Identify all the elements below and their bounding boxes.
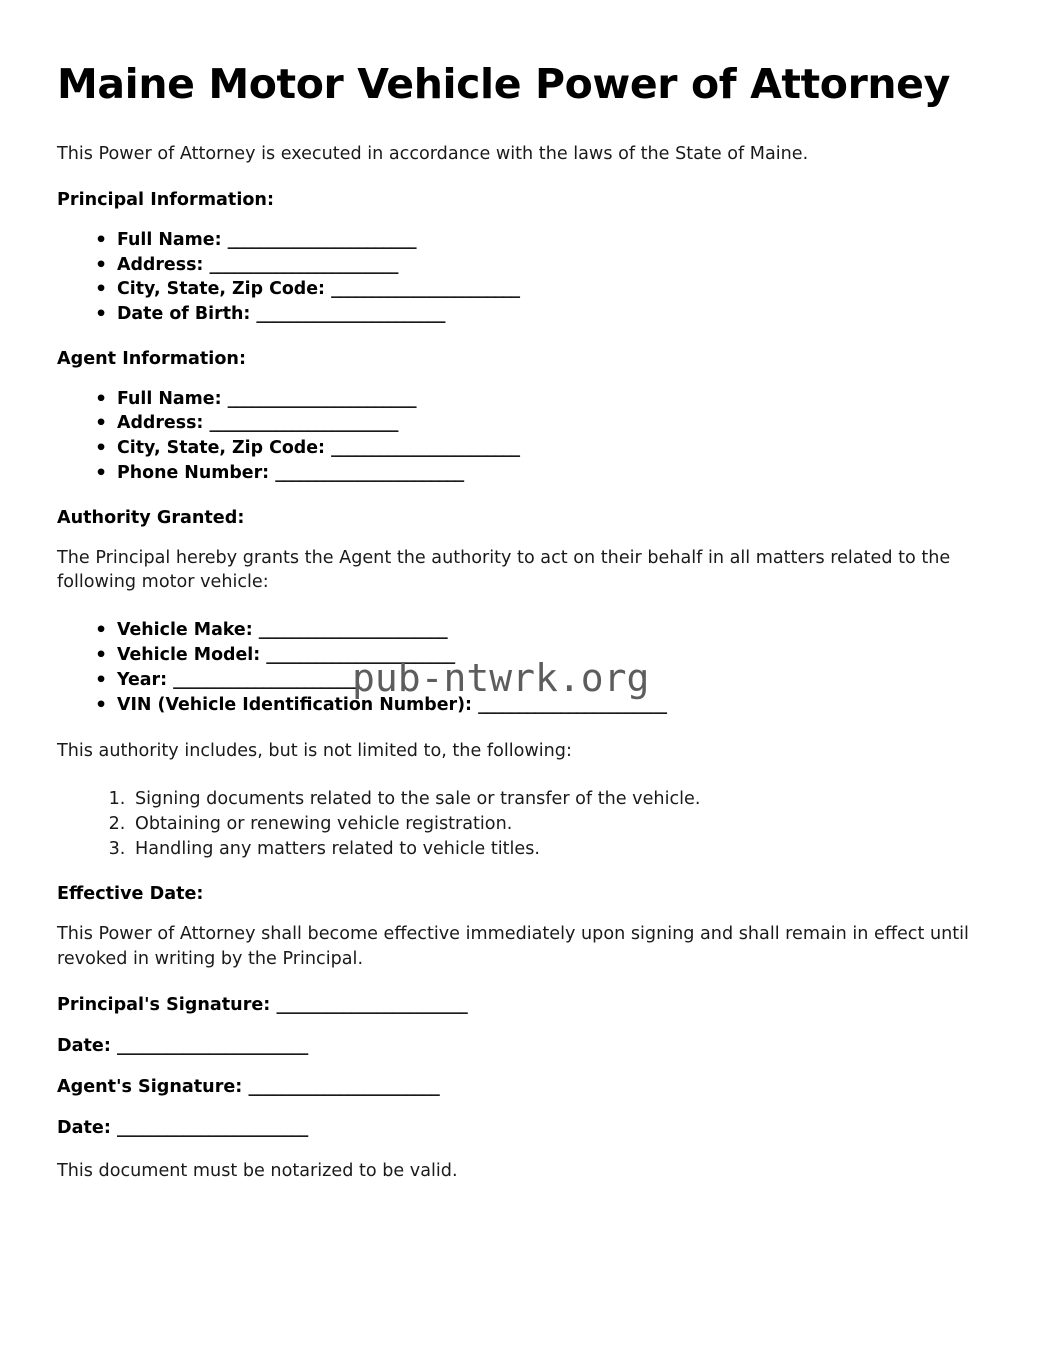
watermark-text: pub-ntwrk.org (352, 656, 650, 700)
field-agent-city-state-zip (95, 436, 995, 461)
list-item: 2. Obtaining or renewing vehicle registration. (131, 812, 995, 837)
field-vehicle-vin (95, 693, 995, 718)
field-label: Date of Birth: (117, 303, 251, 324)
fill-in-blank[interactable]: _______________________ (275, 462, 464, 483)
vehicle-information-fields (57, 618, 995, 717)
fill-in-blank[interactable]: _______________________ (248, 1077, 440, 1098)
field-principal-date-of-birth (95, 302, 995, 327)
list-item: 1. Signing documents related to the sale or transfer of the vehicle. (131, 787, 995, 812)
field-agent-address (95, 411, 995, 436)
field-label: Year: (117, 669, 168, 690)
agent-date-label: Date: (57, 1118, 111, 1139)
field-label: Phone Number: (117, 462, 270, 483)
effective-date-heading: Effective Date: (57, 884, 204, 905)
principal-information-heading: Principal Information: (57, 189, 274, 210)
fill-in-blank[interactable]: _______________________ (258, 620, 448, 641)
field-vehicle-make (95, 618, 995, 643)
field-principal-full-name (95, 228, 995, 253)
page-title: Maine Motor Vehicle Power of Attorney (57, 60, 950, 108)
agent-signature-label: Agent's Signature: (57, 1077, 243, 1098)
field-label: Full Name: (117, 388, 222, 409)
fill-in-blank[interactable]: _______________________ (209, 254, 398, 275)
list-item: 3. Handling any matters related to vehicle titles. (131, 837, 995, 862)
agent-signature-line (57, 1077, 995, 1097)
agent-date-line (57, 1118, 995, 1138)
principal-signature-line (57, 995, 995, 1015)
field-principal-city-state-zip (95, 277, 995, 302)
fill-in-blank[interactable]: _______________________ (227, 229, 417, 250)
fill-in-blank[interactable]: _______________________ (331, 279, 520, 300)
field-principal-address (95, 253, 995, 278)
fill-in-blank[interactable]: _______________________ (331, 438, 520, 459)
field-label: Vehicle Model: (117, 645, 261, 666)
field-label: Vehicle Make: (117, 620, 253, 641)
fill-in-blank[interactable]: _______________________ (173, 669, 362, 690)
field-agent-full-name (95, 387, 995, 412)
agent-information-heading: Agent Information: (57, 348, 246, 369)
field-agent-phone-number (95, 461, 995, 486)
field-label: Address: (117, 413, 204, 434)
field-label: Full Name: (117, 229, 222, 250)
agent-information-fields (57, 387, 995, 486)
authority-intro-paragraph: The Principal hereby grants the Agent the authority to act on their behalf in all matters related to the following motor vehicle: (57, 547, 951, 593)
fill-in-blank[interactable]: _______________________ (276, 995, 468, 1016)
fill-in-blank[interactable]: _______________________ (227, 388, 417, 409)
fill-in-blank[interactable]: _______________________ (117, 1036, 308, 1057)
fill-in-blank[interactable]: _______________________ (256, 303, 445, 324)
field-label: VIN (Vehicle Identification Number): (117, 694, 472, 715)
intro-paragraph: This Power of Attorney is executed in accordance with the laws of the State of Maine. (57, 143, 809, 164)
field-label: City, State, Zip Code: (117, 279, 326, 300)
field-vehicle-year (95, 668, 995, 693)
authority-granted-heading: Authority Granted: (57, 507, 245, 528)
field-label: City, State, Zip Code: (117, 438, 326, 459)
field-label: Address: (117, 254, 204, 275)
authority-includes-paragraph: This authority includes, but is not limited to, the following: (57, 741, 572, 762)
principal-date-line (57, 1036, 995, 1056)
principal-information-fields (57, 228, 995, 327)
authority-items-list (57, 787, 995, 862)
effective-date-paragraph: This Power of Attorney shall become effective immediately upon signing and shall remain in effect until revoked in writing by the Principal. (57, 924, 969, 970)
fill-in-blank[interactable]: _______________________ (478, 694, 667, 715)
field-vehicle-model (95, 643, 995, 668)
principal-signature-label: Principal's Signature: (57, 995, 271, 1016)
fill-in-blank[interactable]: _______________________ (209, 413, 398, 434)
fill-in-blank[interactable]: _______________________ (117, 1118, 308, 1139)
fill-in-blank[interactable]: _______________________ (266, 645, 455, 666)
notary-note: This document must be notarized to be valid. (57, 1161, 458, 1182)
principal-date-label: Date: (57, 1036, 111, 1057)
